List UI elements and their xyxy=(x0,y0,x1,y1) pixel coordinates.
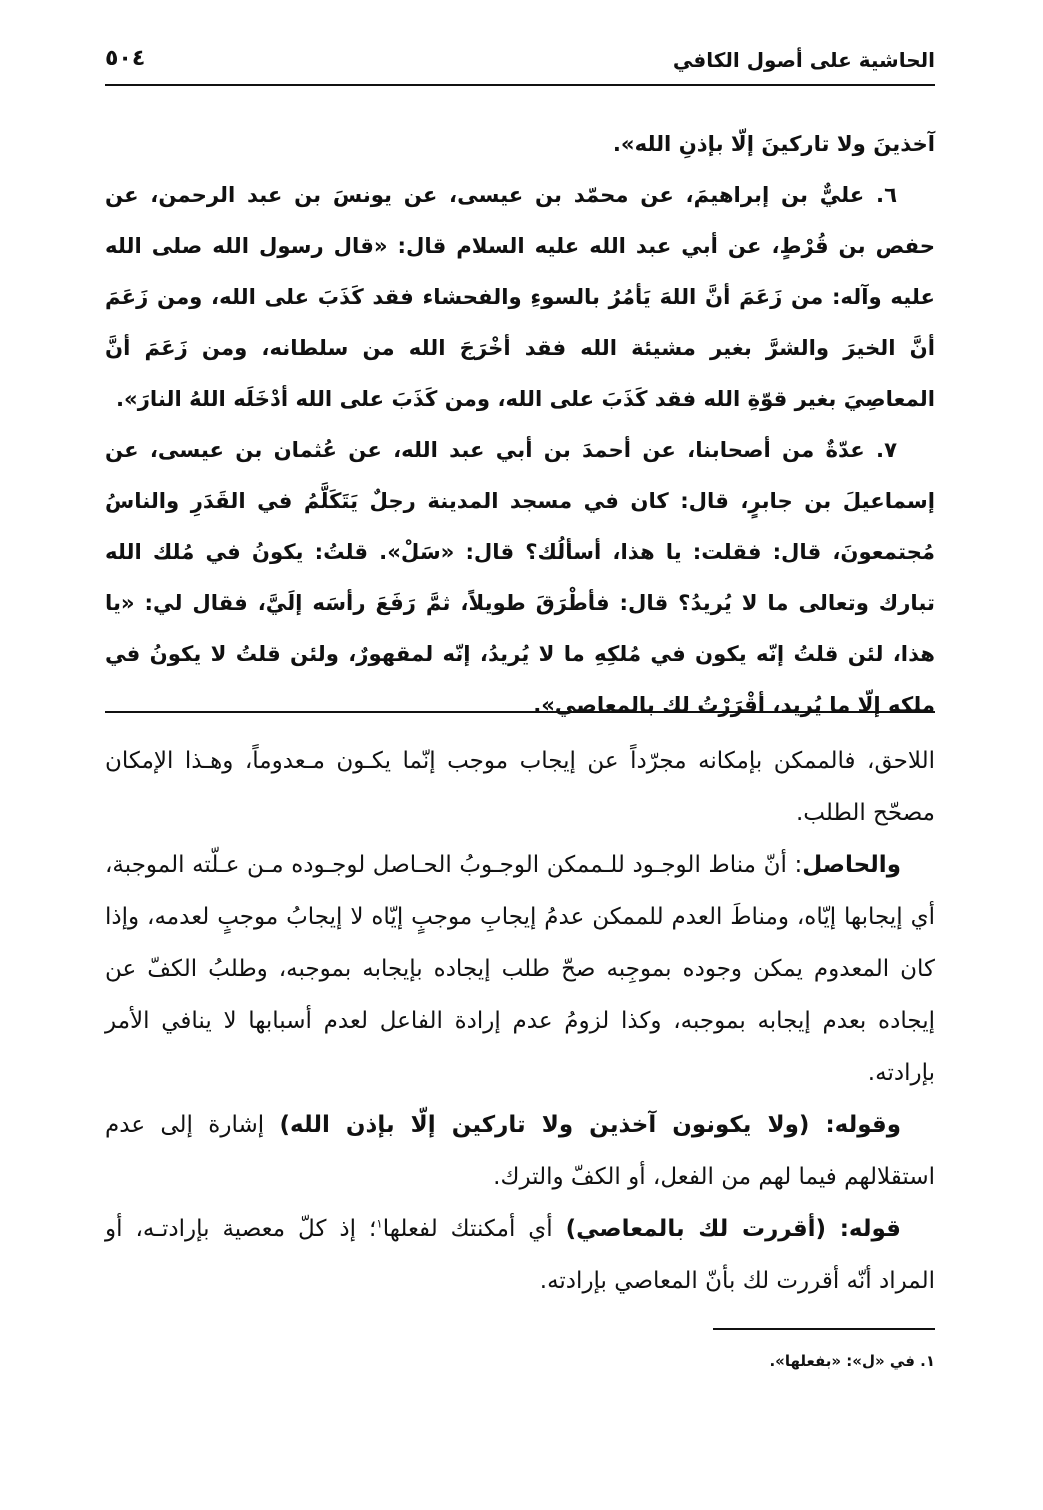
commentary-lead: وقوله: (ولا يكونون آخذين ولا تاركين إلّا بإذن الله) xyxy=(279,1112,902,1138)
footnote-reference: ١ xyxy=(376,1216,383,1231)
commentary-text xyxy=(105,735,935,1307)
commentary-lead: والحاصل xyxy=(802,852,901,878)
commentary-body: أي أمكنتك لفعلها xyxy=(382,1216,566,1242)
hadith-paragraph-1: آخذينَ ولا تاركينَ إلّا بإذنِ الله». xyxy=(612,131,935,156)
hadith-text xyxy=(105,118,935,730)
commentary-paragraph-2 xyxy=(105,839,935,1099)
commentary-paragraph-4 xyxy=(105,1203,935,1307)
page-number: ٥٠٤ xyxy=(105,46,146,71)
commentary-body: إشارة إلى عدم استقلالهم فيما لهم من الفعل، أو الكفّ والترك. xyxy=(105,1112,935,1190)
page-header xyxy=(105,40,935,86)
commentary-lead: قوله xyxy=(848,1216,901,1242)
footnote-divider xyxy=(713,1328,935,1330)
commentary-body: ؛ إذ كلّ معصية بإرادتـه، أو المراد أنّه أقررت لك بأنّ المعاصي بإرادته. xyxy=(105,1216,935,1294)
hadith-paragraph-7: ٧. عدّةٌ من أصحابنا، عن أحمدَ بن أبي عبد الله، عن عُثمان بن عيسى، عن إسماعيلَ بن جابرٍ، قال: كان في مسجد المدينة رجلٌ يَتَكَلَّمُ في القَدَرِ والناسُ مُجتمعونَ، قال: فقلت: يا هذا، أسألُك؟ قال: «سَلْ». قلتُ: يكونُ في مُلك الله تبارك وتعالى ما لا يُريدُ؟ قال: فأطْرَقَ طويلاً، ثمَّ رَفَعَ رأسَه إلَيَّ، فقال لي: «يا هذا، لئن قلتُ إنّه يكون في مُلكِهِ ما لا يُريدُ، إنّه لمقهورٌ، ولئن قلتُ لا يكونُ في ملكه إلّا ما يُريد، أقْرَرْتُ لك بالمعاصي». xyxy=(105,437,935,717)
commentary-paragraph-1: اللاحق، فالممكن بإمكانه مجرّداً عن إيجاب موجب إنّما يكـون مـعدوماً، وهـذا الإمكان مصحّح الطلب. xyxy=(105,748,935,826)
commentary-quote: : (أقررت لك بالمعاصي) xyxy=(565,1216,849,1242)
section-divider xyxy=(105,711,935,713)
commentary-paragraph-3 xyxy=(105,1099,935,1203)
running-title: الحاشية على أصول الكافي xyxy=(672,48,935,72)
commentary-body: : أنّ مناط الوجـود للـممكن الوجـوبُ الحـاصل لوجـوده مـن عـلّته الموجبة، أي إيجابها إيّاه، ومناطَ العدم للممكن عدمُ إيجابِ موجبٍ إيّاه لا إيجابُ موجبٍ لعدمه، وإذا كان المعدوم يمكن وجوده بموجِبه صحّ طلب إيجاده بإيجابه بموجبه، وطلبُ الكفّ عن إيجاده بعدم إيجابه بموجبه، وكذا لزومُ عدم إرادة الفاعل لعدم أسبابها لا ينافي الأمر بإرادته. xyxy=(105,852,935,1086)
footnote: ١. في «ل»: «بفعلها». xyxy=(769,1352,935,1370)
hadith-paragraph-6: ٦. عليٌّ بن إبراهيمَ، عن محمّد بن عيسى، عن يونسَ بن عبد الرحمن، عن حفص بن قُرْطٍ، عن أبي عبد الله عليه السلام قال: «قال رسول الله صلى الله عليه وآله: من زَعَمَ أنَّ اللهَ يَأمُرُ بالسوءِ والفحشاء فقد كَذَبَ على الله، ومن زَعَمَ أنَّ الخيرَ والشرَّ بغير مشيئة الله فقد أخْرَجَ الله من سلطانه، ومن زَعَمَ أنَّ المعاصِيَ بغير قوّةِ الله فقد كَذَبَ على الله، ومن كَذَبَ على الله أدْخَلَه اللهُ النارَ». xyxy=(105,182,935,411)
